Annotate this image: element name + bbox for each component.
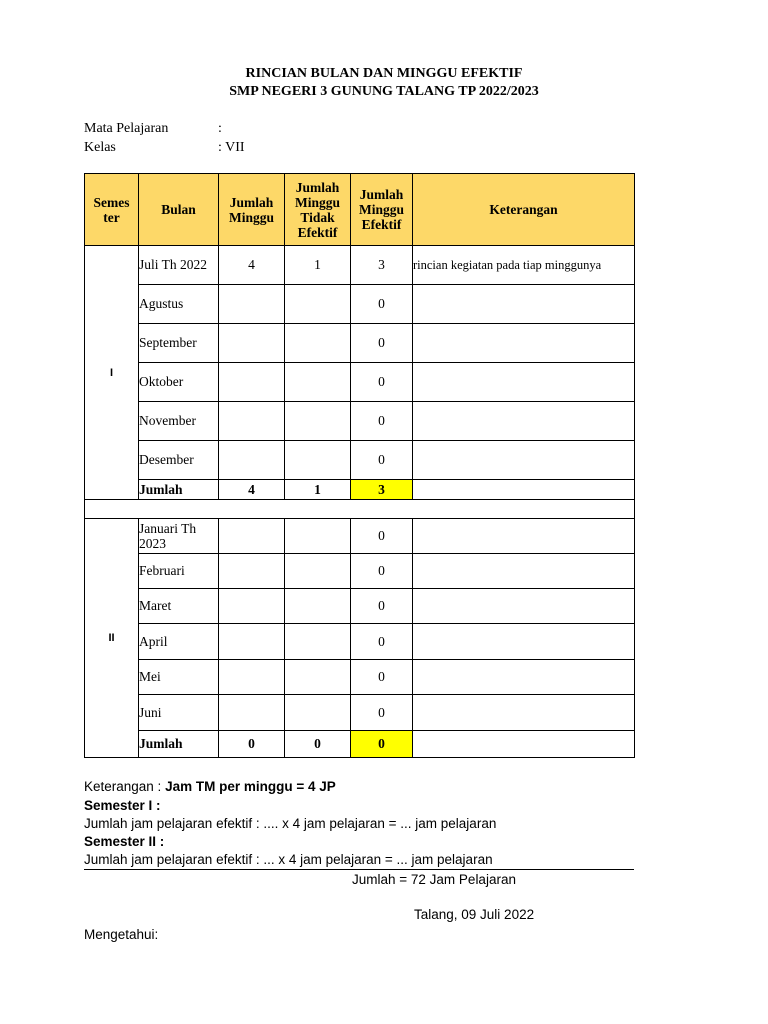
jm-cell: [219, 519, 285, 554]
jme-cell: 3: [351, 246, 413, 285]
keterangan-cell: [413, 441, 635, 480]
jme-cell: 0: [351, 624, 413, 660]
keterangan-cell: [413, 660, 635, 695]
jm-cell: [219, 441, 285, 480]
total-jme: 3: [351, 480, 413, 500]
effective-weeks-table: [84, 173, 635, 758]
jme-cell: 0: [351, 324, 413, 363]
header-efektif: Jumlah Minggu Efektif: [351, 174, 413, 246]
jm-cell: [219, 324, 285, 363]
keterangan-cell: [413, 624, 635, 660]
semester-2-label: II: [85, 519, 139, 758]
jme-cell: 0: [351, 285, 413, 324]
document-title: RINCIAN BULAN DAN MINGGU EFEKTIF: [245, 66, 523, 81]
table-row: [85, 695, 635, 731]
jam-tm-note: Jam TM per minggu = 4 JP: [165, 779, 336, 794]
jm-cell: [219, 589, 285, 624]
jmte-cell: 1: [285, 246, 351, 285]
table-row: [85, 589, 635, 624]
table-row: [85, 441, 635, 480]
total-label: Jumlah: [139, 731, 219, 758]
jm-cell: 4: [219, 246, 285, 285]
month-cell: Januari Th 2023: [139, 519, 219, 554]
jm-cell: [219, 285, 285, 324]
table-row: [85, 324, 635, 363]
total-jmte: 1: [285, 480, 351, 500]
jmte-cell: [285, 519, 351, 554]
class-value: : VII: [218, 140, 245, 155]
table-row: [85, 402, 635, 441]
place-date: Talang, 09 Juli 2022: [414, 907, 535, 922]
month-cell: November: [139, 402, 219, 441]
jmte-cell: [285, 624, 351, 660]
jm-cell: [219, 363, 285, 402]
jme-cell: 0: [351, 660, 413, 695]
month-cell: Juni: [139, 695, 219, 731]
semester-1-label: I: [85, 246, 139, 500]
month-cell: Oktober: [139, 363, 219, 402]
total-jme: 0: [351, 731, 413, 758]
jm-cell: [219, 695, 285, 731]
total-keterangan: [413, 731, 635, 758]
jme-cell: 0: [351, 363, 413, 402]
jme-cell: 0: [351, 441, 413, 480]
header-keterangan: Keterangan: [413, 174, 635, 246]
semester-2-heading: Semester II :: [84, 834, 165, 849]
month-cell: Juli Th 2022: [139, 246, 219, 285]
jmte-cell: [285, 402, 351, 441]
header-tidak-efektif: Jumlah Minggu Tidak Efektif: [285, 174, 351, 246]
total-keterangan: [413, 480, 635, 500]
header-bulan: Bulan: [139, 174, 219, 246]
jmte-cell: [285, 324, 351, 363]
month-cell: Agustus: [139, 285, 219, 324]
jmte-cell: [285, 554, 351, 589]
keterangan-cell: rincian kegiatan pada tiap minggunya: [413, 246, 635, 285]
spacer-cell: [85, 500, 635, 519]
table-row: [85, 519, 635, 554]
keterangan-line: [84, 779, 336, 794]
keterangan-cell: [413, 402, 635, 441]
total-hours: Jumlah = 72 Jam Pelajaran: [352, 872, 516, 887]
semester-1-heading: Semester I :: [84, 798, 161, 813]
jmte-cell: [285, 285, 351, 324]
mengetahui-label: Mengetahui:: [84, 927, 159, 942]
keterangan-cell: [413, 324, 635, 363]
keterangan-cell: [413, 519, 635, 554]
total-label: Jumlah: [139, 480, 219, 500]
month-cell: Desember: [139, 441, 219, 480]
keterangan-cell: [413, 285, 635, 324]
total-jm: 4: [219, 480, 285, 500]
semester-2-calculation: Jumlah jam pelajaran efektif : ... x 4 jam pelajaran = ... jam pelajaran: [84, 852, 493, 867]
jm-cell: [219, 624, 285, 660]
keterangan-cell: [413, 695, 635, 731]
jmte-cell: [285, 695, 351, 731]
table-header-row: [85, 174, 635, 246]
month-cell: April: [139, 624, 219, 660]
header-jumlah-minggu: Jumlah Minggu: [219, 174, 285, 246]
keterangan-cell: [413, 554, 635, 589]
total-jmte: 0: [285, 731, 351, 758]
semester-2-total-row: [85, 731, 635, 758]
jmte-cell: [285, 589, 351, 624]
table-row: [85, 363, 635, 402]
class-label: Kelas: [84, 140, 116, 155]
jme-cell: 0: [351, 402, 413, 441]
keterangan-prefix: Keterangan :: [84, 779, 166, 794]
jmte-cell: [285, 363, 351, 402]
subject-label: Mata Pelajaran: [84, 121, 169, 136]
subject-value: :: [218, 121, 222, 136]
jm-cell: [219, 660, 285, 695]
keterangan-cell: [413, 589, 635, 624]
summary-divider: [84, 869, 634, 870]
spacer-row: [85, 500, 635, 519]
jmte-cell: [285, 660, 351, 695]
month-cell: Mei: [139, 660, 219, 695]
total-jm: 0: [219, 731, 285, 758]
jm-cell: [219, 554, 285, 589]
table-row: [85, 624, 635, 660]
table-row: [85, 246, 635, 285]
table-row: [85, 660, 635, 695]
keterangan-cell: [413, 363, 635, 402]
month-cell: Maret: [139, 589, 219, 624]
jm-cell: [219, 402, 285, 441]
jme-cell: 0: [351, 695, 413, 731]
semester-1-calculation: Jumlah jam pelajaran efektif : .... x 4 jam pelajaran = ... jam pelajaran: [84, 816, 497, 831]
jme-cell: 0: [351, 589, 413, 624]
table-row: [85, 285, 635, 324]
jme-cell: 0: [351, 554, 413, 589]
table-row: [85, 554, 635, 589]
header-semester: Semes ter: [85, 174, 139, 246]
semester-1-total-row: [85, 480, 635, 500]
document-subtitle: SMP NEGERI 3 GUNUNG TALANG TP 2022/2023: [229, 84, 539, 99]
month-cell: Februari: [139, 554, 219, 589]
jme-cell: 0: [351, 519, 413, 554]
month-cell: September: [139, 324, 219, 363]
jmte-cell: [285, 441, 351, 480]
